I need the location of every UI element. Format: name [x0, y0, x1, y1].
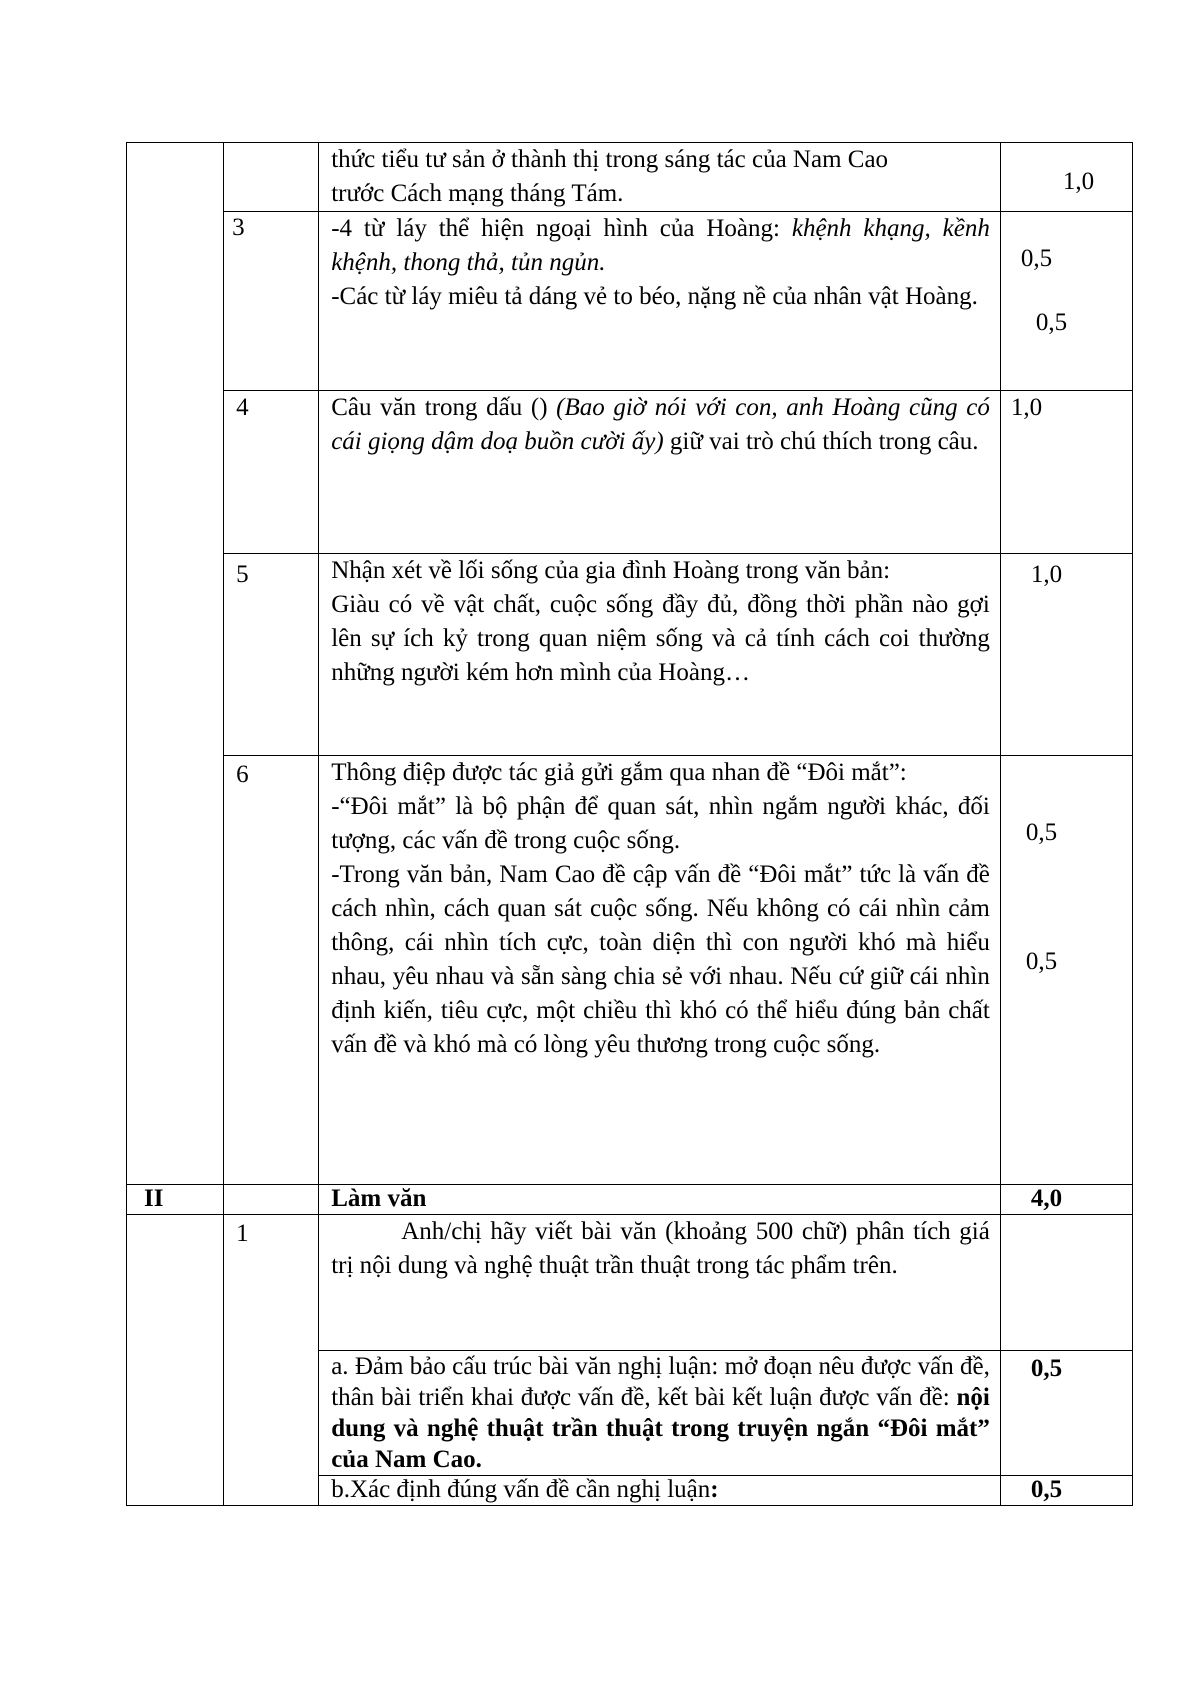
- question-number-cell: [224, 756, 319, 1185]
- answer-text-cell: [319, 391, 1001, 554]
- question-number-cell: [224, 143, 319, 212]
- answer-paragraph: [331, 212, 990, 280]
- table-row: [127, 143, 1133, 212]
- table-row: [127, 554, 1133, 756]
- answer-italic-text: (Bao giờ nói với con, anh Hoàng cũng có cái giọng dậm doạ buồn cười ấy): [331, 394, 990, 455]
- answer-text: Câu văn trong dấu (): [331, 394, 557, 421]
- table-row: [127, 1185, 1133, 1215]
- score-value: 0,5: [1030, 1355, 1063, 1382]
- answer-paragraph: Nhận xét về lối sống của gia đình Hoàng trong văn bản:: [331, 557, 891, 584]
- answer-text: -4 từ láy thể hiện ngoại hình của Hoàng:: [331, 215, 792, 242]
- score-value: 0,5: [1030, 1476, 1063, 1503]
- criterion-bold-text: :: [710, 1476, 719, 1503]
- answer-line: trước Cách mạng tháng Tám.: [331, 180, 624, 207]
- answer-paragraph: -Trong văn bản, Nam Cao đề cập vấn đề “Đôi mắt” tức là vấn đề cách nhìn, cách quan sát cuộc sống. Nếu không có cái nhìn cảm thông, cái nhìn tích cực, toàn diện thì con người khó mà hiểu nhau, yêu nhau và sẵn sàng chia sẻ với nhau. Nếu cứ giữ cái nhìn định kiến, tiêu cực, một chiều thì khó có thể hiểu đúng bản chất vấn đề và khó mà có lòng yêu thương trong cuộc sống.: [331, 861, 990, 1058]
- score-cell: [1000, 1476, 1132, 1506]
- question-number: 4: [236, 394, 249, 421]
- answer-text: giữ vai trò chú thích trong câu.: [663, 428, 979, 455]
- section-cell: [127, 1215, 224, 1506]
- criterion-cell: [319, 1351, 1001, 1476]
- question-number-cell: [224, 391, 319, 554]
- answer-text-cell: [319, 554, 1001, 756]
- table-row: [127, 212, 1133, 391]
- score-value: 1,0: [1010, 394, 1043, 421]
- score-cell: [1000, 143, 1132, 212]
- question-number: 6: [236, 761, 249, 788]
- answer-text-cell: [319, 212, 1001, 391]
- section-title-cell: [319, 1185, 1001, 1215]
- section-cell: [127, 143, 224, 1185]
- answer-italic-text: khệnh khạng, kềnh khệnh, thong thả, tủn ngủn.: [331, 215, 990, 276]
- score-value: 0,5: [1025, 948, 1058, 975]
- question-number-cell: [224, 212, 319, 391]
- section-cell: [127, 1185, 224, 1215]
- section-label: II: [144, 1185, 164, 1212]
- answer-text-cell: [319, 143, 1001, 212]
- criterion-text: a. Đảm bảo cấu trúc bài văn nghị luận: mở đoạn nêu được vấn đề, thân bài triển khai được vấn đề, kết bài kết luận được vấn đề:: [331, 1353, 990, 1411]
- essay-prompt-cell: [319, 1215, 1001, 1351]
- question-number: 1: [236, 1220, 249, 1247]
- essay-prompt: Anh/chị hãy viết bài văn (khoảng 500 chữ) phân tích giá trị nội dung và nghệ thuật trần thuật trong tác phẩm trên.: [331, 1218, 990, 1279]
- table-row: [127, 1215, 1133, 1351]
- question-number-cell: [224, 1215, 319, 1506]
- answer-paragraph: Giàu có về vật chất, cuộc sống đầy đủ, đồng thời phần nào gợi lên sự ích kỷ trong quan niệm sống và cả tính cách coi thường những người kém hơn mình của Hoàng…: [331, 591, 990, 686]
- score-value: 0,5: [1025, 819, 1058, 846]
- answer-paragraph: -“Đôi mắt” là bộ phận để quan sát, nhìn ngắm người khác, đối tượng, các vấn đề trong cuộc sống.: [331, 793, 990, 854]
- score-cell: [1000, 1215, 1132, 1351]
- score-cell: [1000, 1351, 1132, 1476]
- score-value: 0,5: [1020, 245, 1053, 272]
- answer-line: thức tiểu tư sản ở thành thị trong sáng tác của Nam Cao: [331, 146, 889, 173]
- question-number-cell: [224, 1185, 319, 1215]
- table-row: [127, 391, 1133, 554]
- score-value: 1,0: [1062, 168, 1095, 195]
- section-title: Làm văn: [331, 1185, 427, 1212]
- score-value: 1,0: [1030, 561, 1063, 588]
- score-cell: [1000, 554, 1132, 756]
- score-cell: [1000, 756, 1132, 1185]
- question-number: 5: [236, 561, 249, 588]
- question-number-cell: [224, 554, 319, 756]
- score-cell: [1000, 391, 1132, 554]
- answer-key-table: [126, 142, 1133, 1506]
- score-cell: [1000, 1185, 1132, 1215]
- section-score: 4,0: [1030, 1185, 1063, 1212]
- criterion-text: b.Xác định đúng vấn đề cần nghị luận: [331, 1476, 711, 1503]
- question-number: 3: [232, 214, 245, 241]
- table-row: [127, 756, 1133, 1185]
- answer-text-cell: [319, 756, 1001, 1185]
- score-value: 0,5: [1035, 309, 1068, 336]
- criterion-cell: [319, 1476, 1001, 1506]
- answer-paragraph: Thông điệp được tác giả gửi gắm qua nhan đề “Đôi mắt”:: [331, 759, 907, 786]
- score-cell: [1000, 212, 1132, 391]
- criterion-bold-text: nội dung và nghệ thuật trần thuật trong truyện ngắn “Đôi mắt” của Nam Cao.: [331, 1384, 990, 1473]
- answer-paragraph: -Các từ láy miêu tả dáng vẻ to béo, nặng nề của nhân vật Hoàng.: [331, 283, 978, 310]
